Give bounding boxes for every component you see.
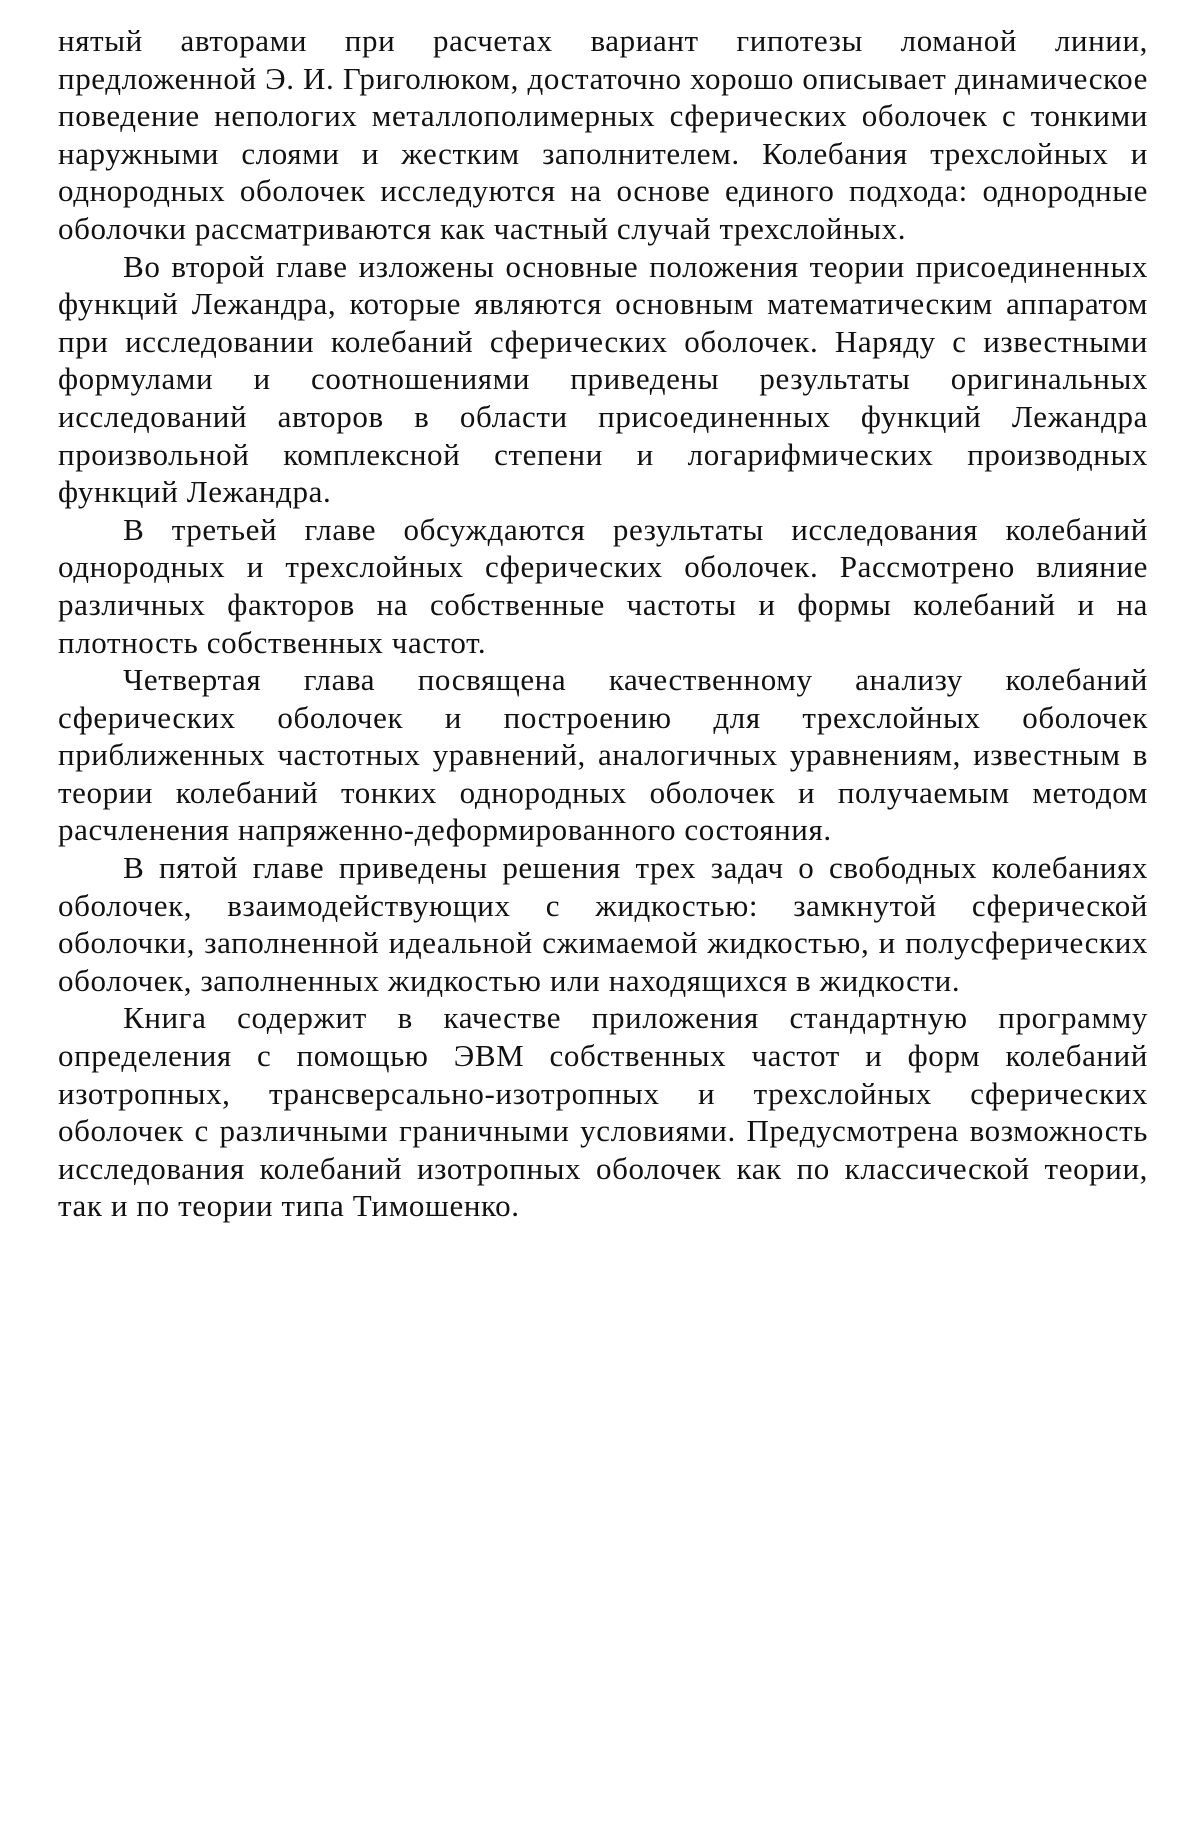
paragraph-continuation: нятый авторами при расчетах вариант гипотезы ломаной линии, предложенной Э. И. Григолюком, достаточно хорошо описывает динамическое поведение непологих металлополимерных сферических оболочек с тонкими наружными слоями и жестким заполнителем. Колебания трехслойных и однородных оболочек исследуются на основе единого подхода: однородные оболочки рассматриваются как частный случай трехслойных.	[58, 23, 1148, 246]
paragraph-chapter-two: Во второй главе изложены основные положения теории присоединенных функций Лежандра, которые являются основным математическим аппаратом при исследовании колебаний сферических оболочек. Наряду с известными формулами и соотношениями приведены результаты оригинальных исследований авторов в области присоединенных функций Лежандра произвольной комплексной степени и логарифмических производных функций Лежандра.	[58, 248, 1148, 510]
paragraph-chapter-four: Четвертая глава посвящена качественному анализу колебаний сферических оболочек и построению для трехслойных оболочек приближенных частотных уравнений, аналогичных уравнениям, известным в теории колебаний тонких однородных оболочек и получаемым методом расчленения напряженно-деформированного состояния.	[58, 662, 1148, 848]
paragraph-appendix: Книга содержит в качестве приложения стандартную программу определения с помощью ЭВМ собственных частот и форм колебаний изотропных, трансверсально-изотропных и трехслойных сферических оболочек с различными граничными условиями. Предусмотрена возможность исследования колебаний изотропных оболочек как по классической теории, так и по теории типа Тимошенко.	[58, 1000, 1148, 1224]
document-page	[58, 22, 1148, 1225]
paragraph-chapter-five: В пятой главе приведены решения трех задач о свободных колебаниях оболочек, взаимодействующих с жидкостью: замкнутой сферической оболочки, заполненной идеальной сжимаемой жидкостью, и полусферических оболочек, заполненных жидкостью или находящихся в жидкости.	[58, 850, 1148, 998]
paragraph-chapter-three: В третьей главе обсуждаются результаты исследования колебаний однородных и трехслойных сферических оболочек. Рассмотрено влияние различных факторов на собственные частоты и формы колебаний и на плотность собственных частот.	[58, 511, 1148, 660]
